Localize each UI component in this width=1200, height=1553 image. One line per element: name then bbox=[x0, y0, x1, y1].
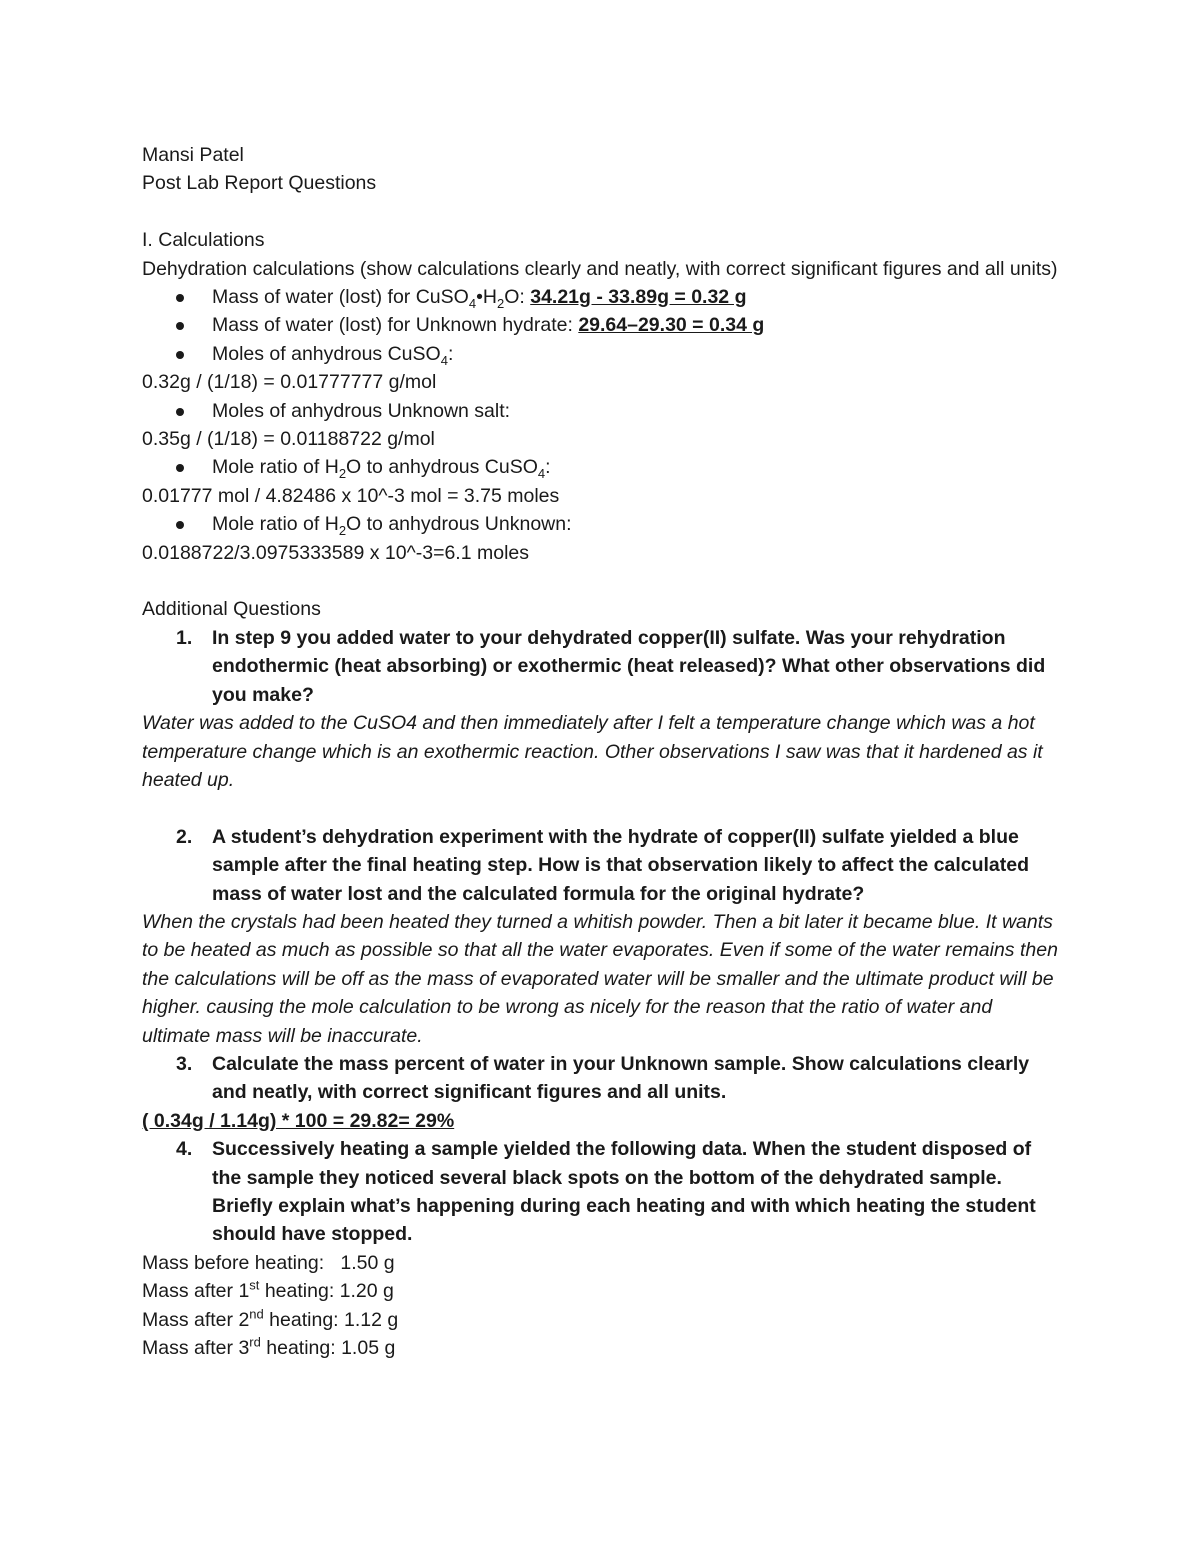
superscript: nd bbox=[249, 1306, 264, 1322]
work-ratio-unknown: 0.0188722/3.0975333589 x 10^-3=6.1 moles bbox=[142, 541, 530, 564]
subscript: 2 bbox=[338, 523, 347, 539]
superscript: rd bbox=[249, 1334, 261, 1350]
calculation-list-3 bbox=[142, 453, 1062, 481]
label-text: •H bbox=[476, 286, 497, 309]
bullet-icon bbox=[176, 351, 184, 359]
work-moles-unknown: 0.35g / (1/18) = 0.01188722 g/mol bbox=[142, 428, 435, 451]
data-label: Mass after 3 bbox=[142, 1337, 250, 1360]
superscript: st bbox=[249, 1277, 260, 1293]
question-number: 3. bbox=[176, 1052, 193, 1075]
question-number: 2. bbox=[176, 825, 193, 848]
calculation-list-2 bbox=[142, 397, 1062, 425]
question-1 bbox=[142, 624, 1062, 709]
calculation-list-1 bbox=[142, 283, 1062, 368]
data-label: Mass after 2 bbox=[142, 1308, 250, 1331]
section-heading-calculations: I. Calculations bbox=[142, 229, 265, 252]
data-value: heating: 1.05 g bbox=[260, 1337, 396, 1360]
bullet-icon bbox=[176, 521, 184, 529]
subscript: 2 bbox=[338, 466, 347, 482]
bullet-icon bbox=[176, 294, 184, 302]
subscript: 4 bbox=[468, 295, 477, 311]
bullet-water-cuso4 bbox=[142, 283, 1062, 311]
section-heading-additional: Additional Questions bbox=[142, 598, 321, 621]
question-list-4 bbox=[142, 1135, 1062, 1249]
question-number: 4. bbox=[176, 1138, 193, 1161]
label-text: Mole ratio of H bbox=[212, 513, 339, 536]
question-list-2 bbox=[142, 823, 1062, 908]
label-text: : bbox=[545, 456, 551, 479]
bullet-moles-cuso4 bbox=[142, 340, 1062, 368]
label-text: Moles of anhydrous Unknown salt: bbox=[212, 399, 511, 422]
question-number: 1. bbox=[176, 626, 193, 649]
calculations-intro: Dehydration calculations (show calculations clearly and neatly, with correct significant figures and all units) bbox=[142, 257, 1058, 280]
question-text: Calculate the mass percent of water in your Unknown sample. Show calculations clearly and neatly, with correct significant figures and all units. bbox=[212, 1052, 1030, 1104]
spacer bbox=[142, 198, 1062, 226]
spacer bbox=[142, 794, 1062, 822]
bullet-water-unknown bbox=[142, 311, 1062, 339]
label-text: O: bbox=[504, 286, 531, 309]
question-text: Successively heating a sample yielded the following data. When the student disposed of the sample they noticed several black spots on the bottom of the dehydrated sample. Briefly explain what’s happening during each heating and with which heating the student should have stopped. bbox=[212, 1138, 1036, 1246]
answer-1: Water was added to the CuSO4 and then immediately after I felt a temperature change which was a hot temperature change which is an exothermic reaction. Other observations I saw was that it hardened as it heated up. bbox=[142, 712, 1043, 791]
label-text: O to anhydrous CuSO bbox=[346, 456, 538, 479]
subscript: 4 bbox=[537, 466, 546, 482]
question-list-3 bbox=[142, 1050, 1062, 1107]
work-ratio-cuso4: 0.01777 mol / 4.82486 x 10^-3 mol = 3.75 moles bbox=[142, 484, 560, 507]
bullet-icon bbox=[176, 408, 184, 416]
mass-after-heating-3 bbox=[142, 1334, 1062, 1362]
mass-before-heating: Mass before heating: 1.50 g bbox=[142, 1251, 395, 1274]
document-title: Post Lab Report Questions bbox=[142, 172, 377, 195]
data-label: Mass after 1 bbox=[142, 1280, 250, 1303]
label-text: O to anhydrous Unknown: bbox=[346, 513, 572, 536]
answer-3: ( 0.34g / 1.14g) * 100 = 29.82= 29% bbox=[142, 1109, 455, 1132]
answer-water-cuso4: 34.21g - 33.89g = 0.32 g bbox=[530, 286, 747, 309]
spacer bbox=[142, 567, 1062, 595]
bullet-icon bbox=[176, 322, 184, 330]
label-text: Moles of anhydrous CuSO bbox=[212, 342, 441, 365]
answer-2: When the crystals had been heated they turned a whitish powder. Then a bit later it became blue. It wants to be heated as much as possible so that all the water evaporates. Even if some of the water remains then the calculations will be off as the mass of evaporated water will be smaller and the ultimate product will be higher. causing the mole calculation to be wrong as nicely for the reason that the ratio of water and ultimate mass will be inaccurate. bbox=[142, 910, 1058, 1047]
subscript: 4 bbox=[440, 352, 448, 368]
question-4 bbox=[142, 1135, 1062, 1249]
document-page bbox=[142, 141, 1062, 1362]
question-text: In step 9 you added water to your dehydrated copper(II) sulfate. Was your rehydration endothermic (heat absorbing) or exothermic (heat released)? What other observations did you make? bbox=[212, 626, 1046, 706]
question-text: A student’s dehydration experiment with the hydrate of copper(II) sulfate yielded a blue sample after the final heating step. How is that observation likely to affect the calculated mass of water lost and the calculated formula for the original hydrate? bbox=[212, 825, 1030, 905]
author-name: Mansi Patel bbox=[142, 144, 244, 166]
mass-after-heating-2 bbox=[142, 1306, 1062, 1334]
question-list-1 bbox=[142, 624, 1062, 709]
question-3 bbox=[142, 1050, 1062, 1107]
label-text: : bbox=[447, 342, 454, 365]
subscript: 2 bbox=[496, 295, 505, 311]
answer-water-unknown: 29.64–29.30 = 0.34 g bbox=[578, 314, 765, 337]
data-value: heating: 1.20 g bbox=[259, 1280, 394, 1303]
bullet-moles-unknown bbox=[142, 397, 1062, 425]
calculation-list-4 bbox=[142, 510, 1062, 538]
label-text: Mole ratio of H bbox=[212, 456, 339, 479]
work-moles-cuso4: 0.32g / (1/18) = 0.01777777 g/mol bbox=[142, 371, 437, 394]
data-value: heating: 1.12 g bbox=[263, 1308, 399, 1331]
bullet-ratio-cuso4 bbox=[142, 453, 1062, 481]
bullet-ratio-unknown bbox=[142, 510, 1062, 538]
mass-after-heating-1 bbox=[142, 1277, 1062, 1305]
question-2 bbox=[142, 823, 1062, 908]
label-text: Mass of water (lost) for Unknown hydrate: bbox=[212, 314, 579, 337]
label-text: Mass of water (lost) for CuSO bbox=[212, 286, 469, 309]
bullet-icon bbox=[176, 464, 184, 472]
